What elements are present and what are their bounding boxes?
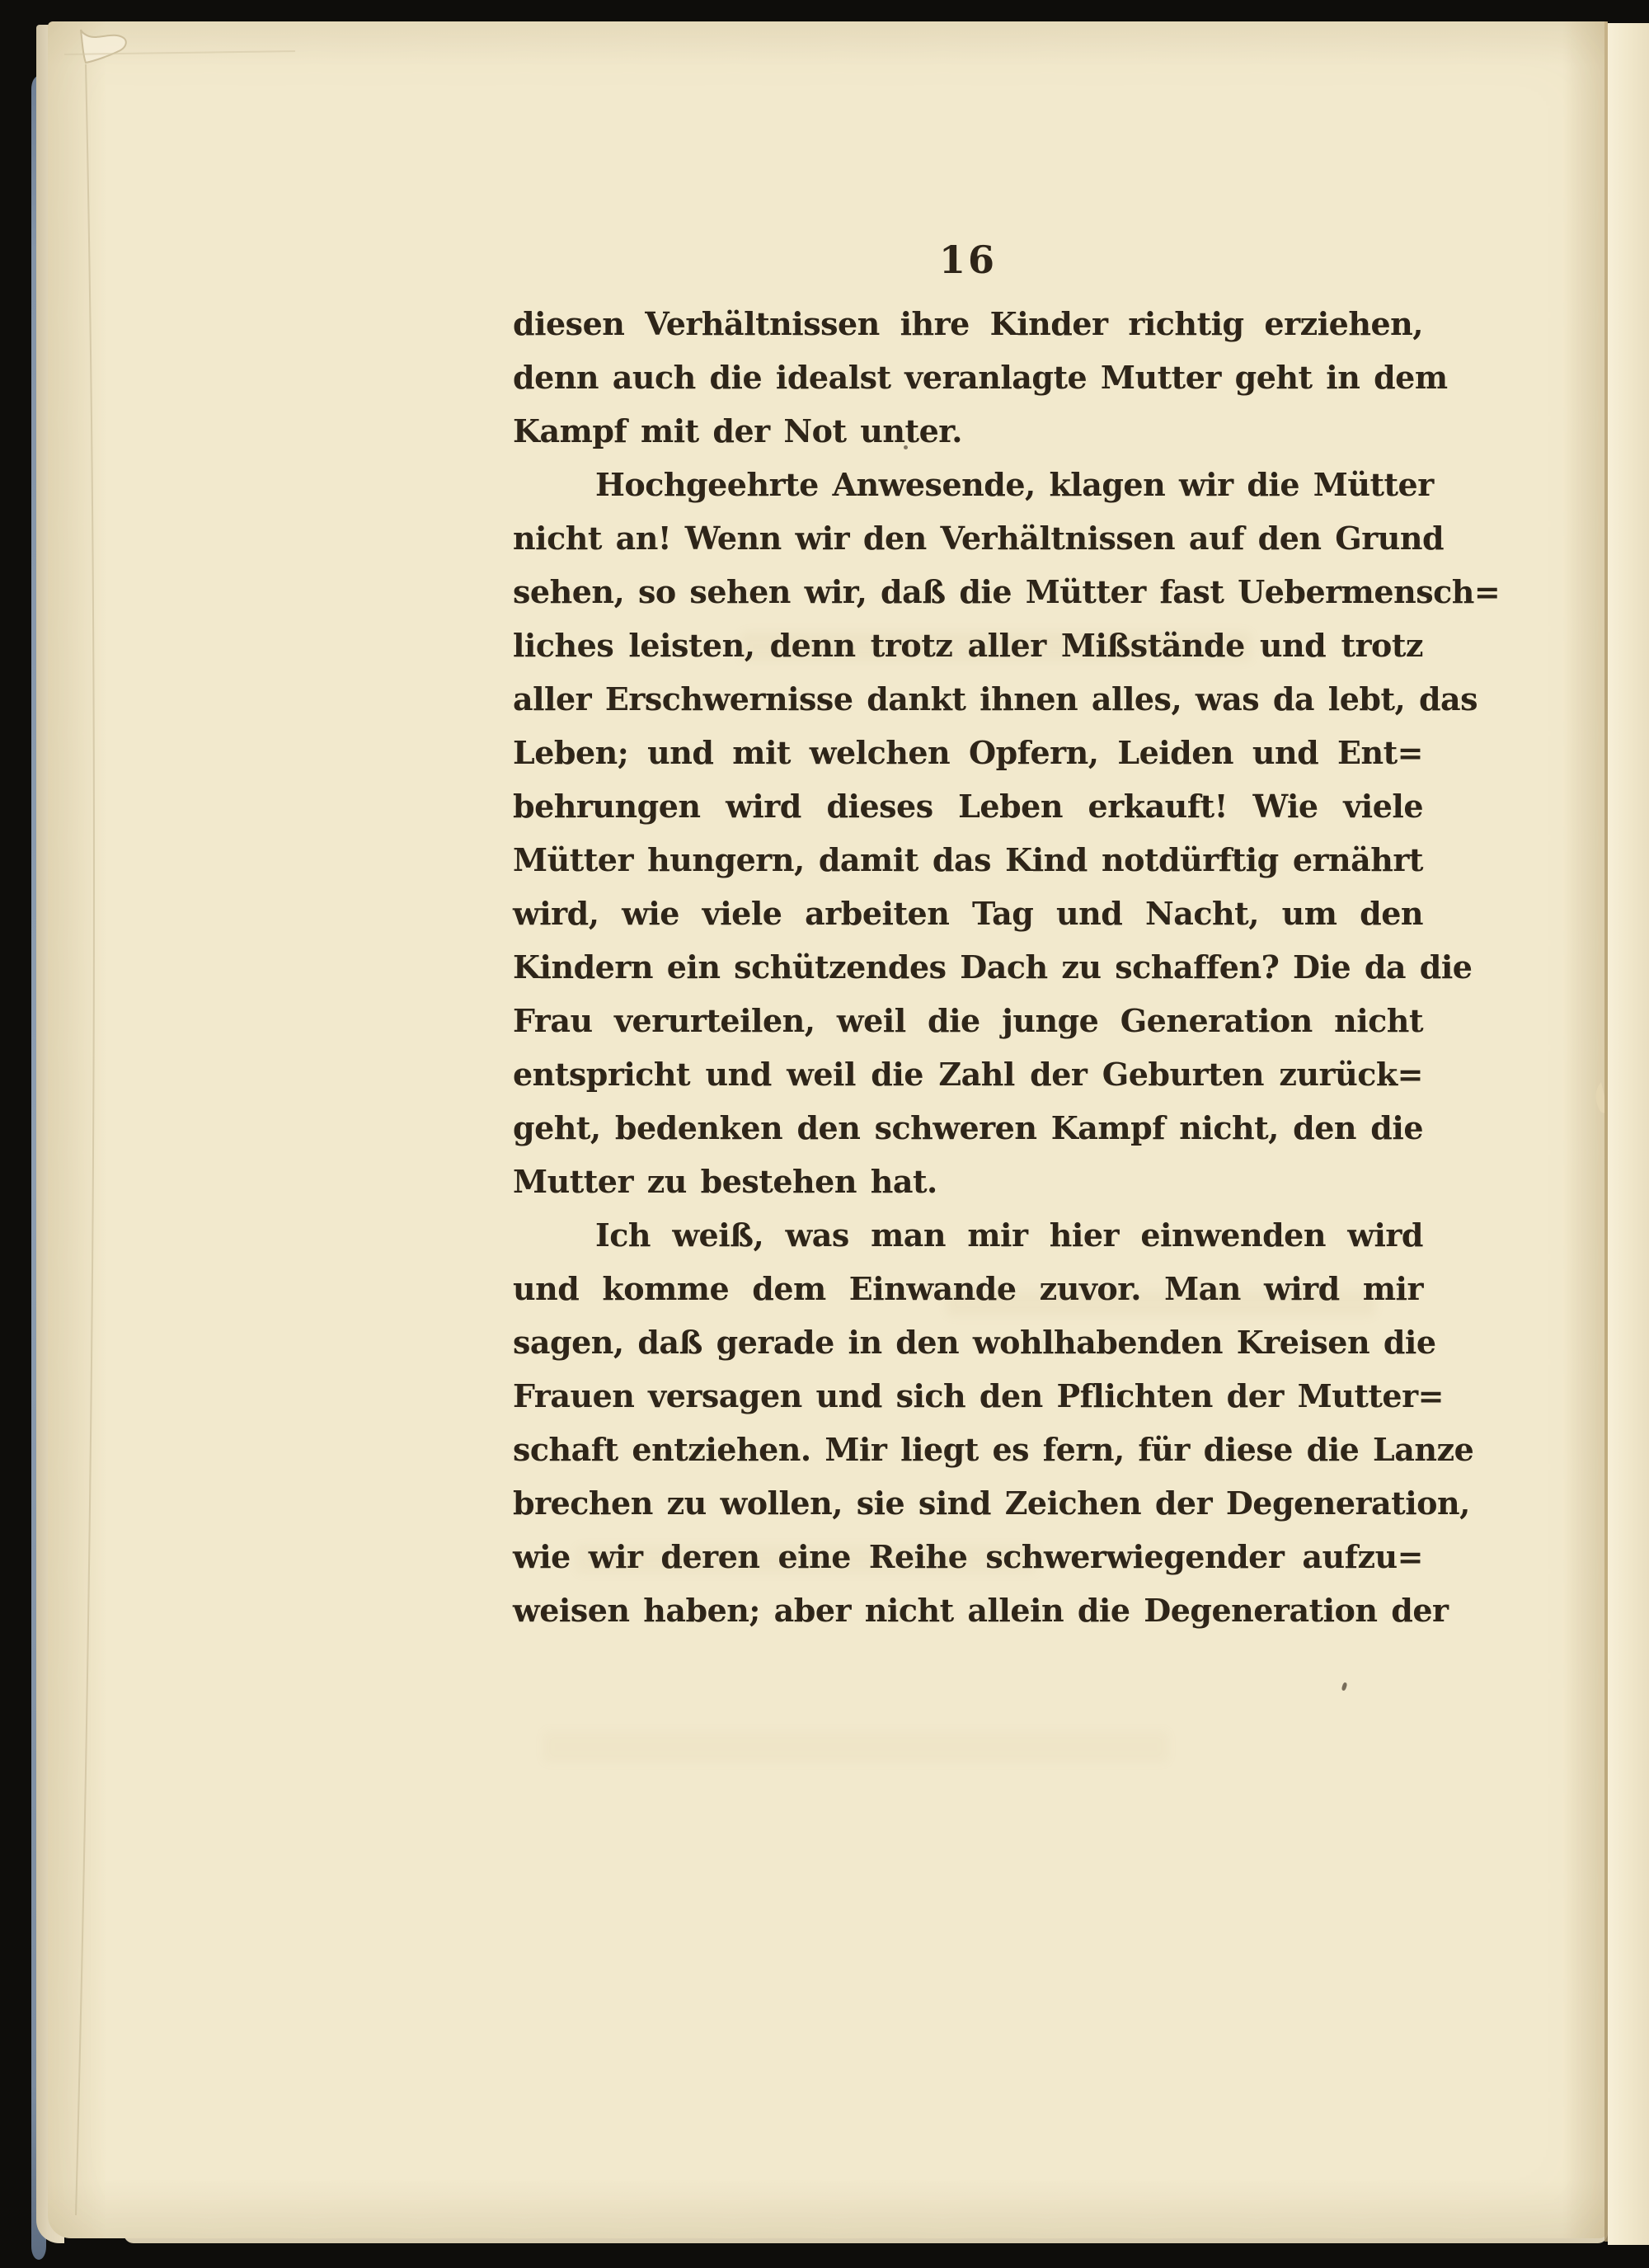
text-line: schaft entziehen. Mir liegt es fern, für diese die Lanze (513, 1431, 1474, 1468)
text-line: und komme dem Einwande zuvor. Man wird mir (513, 1270, 1423, 1307)
text-line: Ich weiß, was man mir hier einwenden wird (595, 1216, 1423, 1254)
text-line: Leben; und mit welchen Opfern, Leiden und Ent= (513, 734, 1423, 771)
page-text-block (513, 297, 1501, 1637)
text-line: Mütter hungern, damit das Kind notdürftig ernährt (513, 841, 1423, 878)
text-line: behrungen wird dieses Leben erkauft! Wie viele (513, 788, 1423, 825)
text-line: Frau verurteilen, weil die junge Generation nicht (513, 1002, 1423, 1039)
text-line: Kampf mit der Not unter. (513, 412, 963, 449)
text-line: diesen Verhältnissen ihre Kinder richtig erziehen, (513, 305, 1423, 342)
adjacent-page-edge (1608, 23, 1649, 2245)
text-line: Kindern ein schützendes Dach zu schaffen? Die da die (513, 948, 1473, 986)
text-line: nicht an! Wenn wir den Verhältnissen auf den Grund (513, 520, 1445, 557)
text-line: liches leisten, denn trotz aller Mißstände und trotz (513, 627, 1423, 664)
reverse-side-ghosting (543, 1730, 1169, 1763)
text-line: wird, wie viele arbeiten Tag und Nacht, um den (513, 895, 1423, 932)
text-line: denn auch die idealst veranlagte Mutter geht in dem (513, 359, 1448, 396)
text-line: brechen zu wollen, sie sind Zeichen der Degeneration, (513, 1485, 1470, 1522)
text-line: Mutter zu bestehen hat. (513, 1163, 937, 1200)
text-line: Hochgeehrte Anwesende, klagen wir die Mütter (595, 466, 1434, 503)
text-line: sehen, so sehen wir, daß die Mütter fast Uebermensch= (513, 573, 1501, 610)
page-number: 16 (938, 238, 997, 282)
text-line: aller Erschwernisse dankt ihnen alles, was da lebt, das (513, 680, 1478, 718)
text-line: wie wir deren eine Reihe schwerwiegender aufzu= (513, 1538, 1423, 1575)
text-line: Frauen versagen und sich den Pflichten der Mutter= (513, 1377, 1444, 1414)
text-line: weisen haben; aber nicht allein die Degeneration der (513, 1592, 1449, 1629)
text-line: geht, bedenken den schweren Kampf nicht, den die (513, 1109, 1423, 1146)
text-line: entspricht und weil die Zahl der Geburten zurück= (513, 1056, 1423, 1093)
text-line: sagen, daß gerade in den wohlhabenden Kreisen die (513, 1324, 1436, 1361)
page-gutter-line (1604, 21, 1608, 2242)
